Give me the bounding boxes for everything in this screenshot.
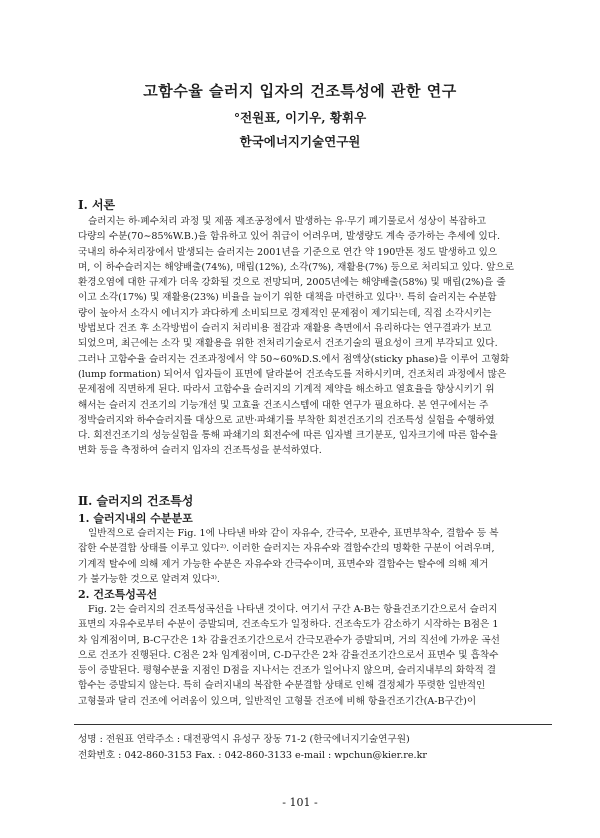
text-line: 슬러지는 하·폐수처리 과정 및 제품 제조공정에서 발생하는 유·무기 폐기물로서 성상이 복잡하고 (88, 216, 487, 227)
contact-footer (78, 732, 548, 764)
text-line: 다. 회전건조기의 성능실험을 통해 파쇄기의 회전수에 따른 입자별 크기분포, 입자크기에 따른 함수율 (78, 430, 498, 442)
text-line: 으로 건조가 진행된다. C점은 2차 임계점이며, C-D구간은 2차 감율건조기간으로서 표면수 및 흡착수 (78, 649, 499, 661)
contact-address-line: 성명 : 전원표 연락주소 : 대전광역시 유성구 장동 71-2 (한국에너지기술연구원) (78, 734, 410, 745)
text-line: 문제점에 직면하게 된다. 따라서 고함수율 슬러지의 기계적 제약을 해소하고 열효율을 향상시키기 위 (78, 384, 495, 396)
paper-title: 고함수율 슬러지 입자의 건조특성에 관한 연구 (143, 82, 457, 100)
text-line: 국내의 하수처리장에서 발생되는 슬러지는 2001년을 기준으로 연간 약 190만톤 정도 발생하고 있으 (78, 246, 498, 258)
text-line: 기계적 탈수에 의해 제거 가능한 수분은 자유수와 간극수이며, 표면수와 결합수는 탈수에 의해 제거 (78, 558, 489, 570)
text-line: 되었으며, 최근에는 소각 및 재활용을 위한 전처리기술로서 건조기술의 필요성이 크게 부각되고 있다. (78, 338, 498, 350)
page-number: - 101 - (282, 796, 318, 809)
text-line: 잡한 수분결합 상태를 이루고 있다²⁾. 이러한 슬러지는 자유수와 결합수간의 명확한 구분이 어려우며, (78, 543, 495, 555)
text-line: 합수는 증발되지 않는다. 특히 슬러지내의 복잡한 수분결합 상태로 인해 결정체가 뚜렷한 일반적인 (78, 680, 486, 692)
text-line: 다량의 수분(70∼85%W.B.)을 함유하고 있어 취급이 어려우며, 발생량도 계속 증가하는 추세에 있다. (78, 231, 501, 243)
section-heading-drying-characteristics: Ⅱ. 슬러지의 건조특성 (78, 494, 194, 508)
introduction-paragraph (78, 214, 548, 459)
text-line: 해서는 슬러지 건조기의 기능개선 및 고효율 건조시스템에 대한 연구가 필요하다. 본 연구에서는 주 (78, 399, 489, 411)
text-line: 환경오염에 대한 규제가 더욱 강화될 것으로 전망되며, 2005년에는 해양배출(58%) 및 매립(2%)을 줄 (78, 277, 506, 289)
text-line: Fig. 2는 슬러지의 건조특성곡선을 나타낸 것이다. 여기서 구간 A-B는 항율건조기간으로서 슬러지 (88, 604, 498, 615)
text-line: 방법보다 건조 후 소각방법이 슬러지 처리비용 절감과 재활용 측면에서 유리하다는 연구결과가 보고 (78, 323, 492, 335)
footer-divider (74, 724, 552, 725)
drying-curve-paragraph (78, 602, 548, 709)
text-line: 변화 등을 측정하여 슬러지 입자의 건조특성을 분석하였다. (78, 445, 322, 457)
text-line: 량이 높아서 소각시 에너지가 과다하게 소비되므로 경제적인 문제점이 제기되는데, 직접 소각시키는 (78, 307, 492, 319)
text-line: 정박슬러지와 하수슬러지를 대상으로 교반·파쇄기를 부착한 회전건조기의 건조특성 실험을 수행하였 (78, 414, 495, 426)
moisture-distribution-paragraph (78, 526, 548, 587)
subsection-heading-drying-curve: 2. 건조특성곡선 (78, 588, 158, 601)
affiliation: 한국에너지기술연구원 (239, 134, 361, 149)
section-heading-introduction: Ⅰ. 서론 (78, 198, 116, 212)
text-line: 그러나 고함수율 슬러지는 건조과정에서 약 50∼60%D.S.에서 점액상(sticky phase)을 이루어 고형화 (78, 353, 510, 365)
subsection-heading-moisture-distribution: 1. 슬러지내의 수분분포 (78, 512, 193, 525)
text-line: 등이 증발된다. 평형수분율 지점인 D점을 지나서는 건조가 일어나지 않으며, 슬러지내부의 화학적 결 (78, 665, 497, 677)
author-list: °전원표, 이기우, 황휘우 (233, 110, 367, 125)
text-line: (lump formation) 되어서 입자들이 표면에 달라붙어 건조속도를 저하시키며, 건조처리 과정에서 많은 (78, 368, 507, 380)
text-line: 며, 이 하수슬러지는 해양배출(74%), 매립(12%), 소각(7%), 재활용(7%) 등으로 처리되고 있다. 앞으로 (78, 261, 515, 273)
text-line: 차 임계점이며, B-C구간은 1차 감율건조기간으로서 간극모관수가 증발되며, 거의 직선에 가까운 곡선 (78, 634, 500, 646)
text-line: 가 불가능한 것으로 알려져 있다³⁾. (78, 573, 220, 585)
text-line: 표면의 자유수로부터 수분이 증발되며, 건조속도가 일정하다. 건조속도가 감소하기 시작하는 B점은 1 (78, 619, 499, 631)
text-line: 고형물과 달리 건조에 어려움이 있으며, 일반적인 고형물 건조에 비해 항율건조기간(A-B구간)이 (78, 695, 477, 707)
contact-phone-line: 전화번호 : 042-860-3153 Fax. : 042-860-3133 e-mail : wpchun@kier.re.kr (78, 750, 427, 761)
text-line: 이고 소각(17%) 및 재활용(23%) 비율을 늘이기 위한 대책을 마련하고 있다¹⁾. 특히 슬러지는 수분함 (78, 292, 497, 304)
text-line: 일반적으로 슬러지는 Fig. 1에 나타낸 바와 같이 자유수, 간극수, 모관수, 표면부착수, 결합수 등 복 (88, 528, 499, 539)
